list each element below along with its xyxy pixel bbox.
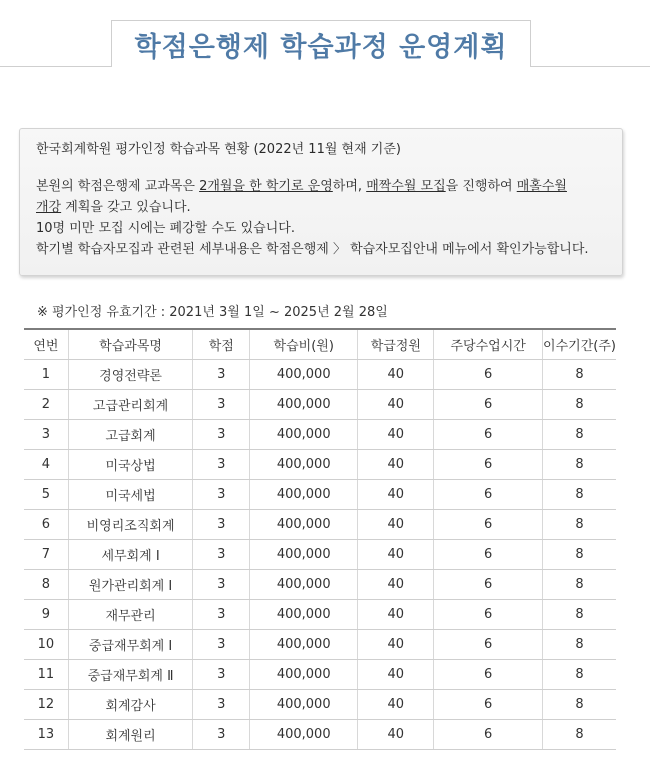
cell-weekly-hours: 6 bbox=[434, 420, 543, 450]
cell-tuition: 400,000 bbox=[250, 540, 358, 570]
cell-no: 4 bbox=[24, 450, 68, 480]
cell-tuition: 400,000 bbox=[250, 660, 358, 690]
cell-capacity: 40 bbox=[358, 450, 434, 480]
validity-period: ※ 평가인정 유효기간 : 2021년 3월 1일 ~ 2025년 2월 28일 bbox=[37, 305, 388, 320]
cell-capacity: 40 bbox=[358, 540, 434, 570]
cell-credits: 3 bbox=[193, 360, 250, 390]
cell-credits: 3 bbox=[193, 660, 250, 690]
cell-duration: 8 bbox=[543, 600, 616, 630]
cell-no: 11 bbox=[24, 660, 68, 690]
notice-emphasis: 매짝수월 모집 bbox=[366, 179, 446, 194]
cell-no: 3 bbox=[24, 420, 68, 450]
header-course-name: 학습과목명 bbox=[68, 329, 193, 360]
table-row bbox=[24, 510, 616, 540]
header-weekly-hours: 주당수업시간 bbox=[434, 329, 543, 360]
table-row bbox=[24, 420, 616, 450]
cell-capacity: 40 bbox=[358, 390, 434, 420]
cell-tuition: 400,000 bbox=[250, 510, 358, 540]
table-row bbox=[24, 450, 616, 480]
notice-text: 을 진행하여 bbox=[445, 179, 517, 194]
cell-credits: 3 bbox=[193, 540, 250, 570]
cell-no: 2 bbox=[24, 390, 68, 420]
cell-tuition: 400,000 bbox=[250, 600, 358, 630]
cell-duration: 8 bbox=[543, 570, 616, 600]
cell-weekly-hours: 6 bbox=[434, 480, 543, 510]
cell-credits: 3 bbox=[193, 690, 250, 720]
cell-capacity: 40 bbox=[358, 660, 434, 690]
cell-tuition: 400,000 bbox=[250, 690, 358, 720]
cell-capacity: 40 bbox=[358, 690, 434, 720]
cell-credits: 3 bbox=[193, 420, 250, 450]
cell-capacity: 40 bbox=[358, 600, 434, 630]
cell-credits: 3 bbox=[193, 570, 250, 600]
cell-capacity: 40 bbox=[358, 420, 434, 450]
course-table bbox=[24, 328, 616, 750]
cell-capacity: 40 bbox=[358, 360, 434, 390]
cell-course-name: 경영전략론 bbox=[68, 360, 193, 390]
notice-line-1 bbox=[36, 176, 622, 197]
cell-course-name: 비영리조직회계 bbox=[68, 510, 193, 540]
page-title: 학점은행제 학습과정 운영계획 bbox=[134, 31, 508, 63]
table-row bbox=[24, 660, 616, 690]
notice-emphasis: 2개월을 한 학기로 운영 bbox=[199, 179, 333, 194]
cell-duration: 8 bbox=[543, 480, 616, 510]
table-row bbox=[24, 570, 616, 600]
cell-tuition: 400,000 bbox=[250, 480, 358, 510]
cell-credits: 3 bbox=[193, 510, 250, 540]
table-row bbox=[24, 720, 616, 750]
cell-duration: 8 bbox=[543, 690, 616, 720]
cell-course-name: 회계원리 bbox=[68, 720, 193, 750]
cell-no: 5 bbox=[24, 480, 68, 510]
cell-no: 9 bbox=[24, 600, 68, 630]
table-row bbox=[24, 480, 616, 510]
notice-text: 하며, bbox=[332, 179, 367, 194]
notice-heading: 한국회계학원 평가인정 학습과목 현황 (2022년 11월 현재 기준) bbox=[36, 142, 401, 157]
cell-credits: 3 bbox=[193, 720, 250, 750]
cell-weekly-hours: 6 bbox=[434, 390, 543, 420]
cell-course-name: 재무관리 bbox=[68, 600, 193, 630]
cell-credits: 3 bbox=[193, 630, 250, 660]
cell-weekly-hours: 6 bbox=[434, 360, 543, 390]
cell-duration: 8 bbox=[543, 450, 616, 480]
cell-duration: 8 bbox=[543, 540, 616, 570]
header-capacity: 학급정원 bbox=[358, 329, 434, 360]
cell-weekly-hours: 6 bbox=[434, 630, 543, 660]
cell-capacity: 40 bbox=[358, 720, 434, 750]
notice-emphasis: 개강 bbox=[36, 200, 62, 215]
cell-duration: 8 bbox=[543, 510, 616, 540]
cell-no: 12 bbox=[24, 690, 68, 720]
cell-weekly-hours: 6 bbox=[434, 450, 543, 480]
header-duration: 이수기간(주) bbox=[543, 329, 616, 360]
cell-tuition: 400,000 bbox=[250, 450, 358, 480]
cell-capacity: 40 bbox=[358, 480, 434, 510]
table-row bbox=[24, 390, 616, 420]
cell-course-name: 미국상법 bbox=[68, 450, 193, 480]
table-row bbox=[24, 600, 616, 630]
cell-weekly-hours: 6 bbox=[434, 510, 543, 540]
cell-duration: 8 bbox=[543, 660, 616, 690]
cell-course-name: 세무회계 Ⅰ bbox=[68, 540, 193, 570]
cell-course-name: 중급재무회계 Ⅱ bbox=[68, 660, 193, 690]
cell-course-name: 고급회계 bbox=[68, 420, 193, 450]
cell-duration: 8 bbox=[543, 390, 616, 420]
cell-credits: 3 bbox=[193, 390, 250, 420]
cell-no: 8 bbox=[24, 570, 68, 600]
table-row bbox=[24, 540, 616, 570]
table-row bbox=[24, 360, 616, 390]
cell-weekly-hours: 6 bbox=[434, 660, 543, 690]
cell-no: 6 bbox=[24, 510, 68, 540]
cell-weekly-hours: 6 bbox=[434, 720, 543, 750]
cell-credits: 3 bbox=[193, 600, 250, 630]
cell-weekly-hours: 6 bbox=[434, 690, 543, 720]
cell-weekly-hours: 6 bbox=[434, 540, 543, 570]
cell-course-name: 미국세법 bbox=[68, 480, 193, 510]
page-title-box bbox=[111, 20, 531, 67]
notice-line-4: 학기별 학습자모집과 관련된 세부내용은 학점은행제 〉 학습자모집안내 메뉴에서 확인가능합니다. bbox=[36, 242, 589, 257]
cell-course-name: 원가관리회계 Ⅰ bbox=[68, 570, 193, 600]
cell-tuition: 400,000 bbox=[250, 360, 358, 390]
cell-course-name: 고급관리회계 bbox=[68, 390, 193, 420]
notice-text: 계획을 갖고 있습니다. bbox=[61, 200, 191, 215]
notice-text: 본원의 학점은행제 교과목은 bbox=[36, 179, 200, 194]
cell-weekly-hours: 6 bbox=[434, 570, 543, 600]
cell-course-name: 중급재무회계 Ⅰ bbox=[68, 630, 193, 660]
cell-credits: 3 bbox=[193, 480, 250, 510]
cell-no: 13 bbox=[24, 720, 68, 750]
cell-no: 10 bbox=[24, 630, 68, 660]
cell-tuition: 400,000 bbox=[250, 390, 358, 420]
header-no: 연번 bbox=[24, 329, 68, 360]
cell-duration: 8 bbox=[543, 630, 616, 660]
cell-credits: 3 bbox=[193, 450, 250, 480]
cell-tuition: 400,000 bbox=[250, 420, 358, 450]
cell-tuition: 400,000 bbox=[250, 630, 358, 660]
cell-no: 1 bbox=[24, 360, 68, 390]
cell-weekly-hours: 6 bbox=[434, 600, 543, 630]
table-row bbox=[24, 630, 616, 660]
table-header-row bbox=[24, 329, 616, 360]
cell-tuition: 400,000 bbox=[250, 720, 358, 750]
cell-capacity: 40 bbox=[358, 510, 434, 540]
notice-line-3: 10명 미만 모집 시에는 폐강할 수도 있습니다. bbox=[36, 221, 295, 236]
header-tuition: 학습비(원) bbox=[250, 329, 358, 360]
notice-emphasis: 매홀수월 bbox=[516, 179, 567, 194]
notice-box bbox=[19, 128, 623, 276]
cell-no: 7 bbox=[24, 540, 68, 570]
notice-line-2 bbox=[36, 197, 622, 218]
table-row bbox=[24, 690, 616, 720]
cell-course-name: 회계감사 bbox=[68, 690, 193, 720]
cell-duration: 8 bbox=[543, 360, 616, 390]
cell-capacity: 40 bbox=[358, 630, 434, 660]
cell-duration: 8 bbox=[543, 420, 616, 450]
cell-duration: 8 bbox=[543, 720, 616, 750]
header-credits: 학점 bbox=[193, 329, 250, 360]
cell-tuition: 400,000 bbox=[250, 570, 358, 600]
cell-capacity: 40 bbox=[358, 570, 434, 600]
